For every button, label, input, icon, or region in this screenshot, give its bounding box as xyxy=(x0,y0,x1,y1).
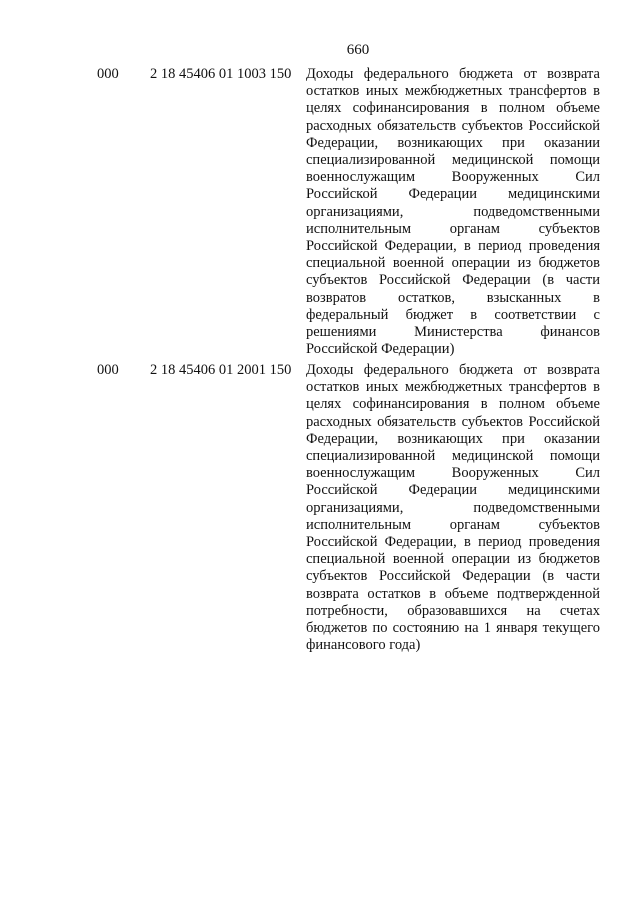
admin-code: 000 xyxy=(97,66,119,82)
income-description: Доходы федерального бюджета от возврата остатков иных межбюджетных трансфертов в целях софинансирования в полном объеме расходных обязательств субъектов Российской Федерации, возникающих при оказании специализированной медицинской помощи военнослужащим Вооруженных Сил Российской Федерации медицинскими организациями, подведомственными исполнительным органам субъектов Российской Федерации, в период проведения специальной военной операции из бюджетов субъектов Российской Федерации (в части возвратов остатков, взысканных в федеральный бюджет в соответствии с решениями Министерства финансов Российской Федерации) xyxy=(306,66,600,358)
kbk-code: 2 18 45406 01 2001 150 xyxy=(150,362,292,378)
page-number: 660 xyxy=(346,42,370,58)
kbk-code: 2 18 45406 01 1003 150 xyxy=(150,66,292,82)
income-description: Доходы федерального бюджета от возврата остатков иных межбюджетных трансфертов в целях софинансирования в полном объеме расходных обязательств субъектов Российской Федерации, возникающих при оказании специализированной медицинской помощи военнослужащим Вооруженных Сил Российской Федерации медицинскими организациями, подведомственными исполнительным органам субъектов Российской Федерации, в период проведения специальной военной операции из бюджетов субъектов Российской Федерации (в части возврата остатков в объеме подтвержденной потребности, образовавшихся на счетах бюджетов по состоянию на 1 января текущего финансового года) xyxy=(306,362,600,654)
admin-code: 000 xyxy=(97,362,119,378)
